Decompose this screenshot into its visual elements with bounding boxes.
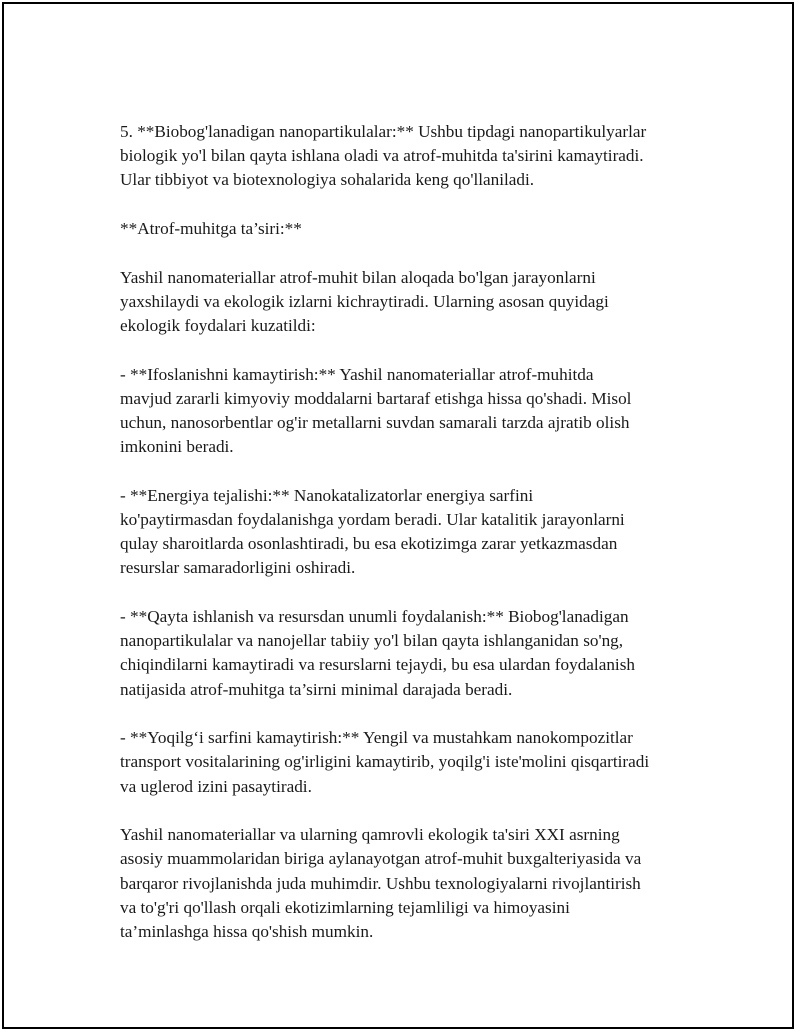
text-line: va to'g'ri qo'llash orqali ekotizimlarning tejamliligi va himoyasini <box>120 897 570 917</box>
text-line: 5. **Biobog'lanadigan nanopartikulalar:** Ushbu tipdagi nanopartikulyarlar <box>120 122 647 141</box>
page-frame <box>2 2 794 1029</box>
text-line: ta’minlashga hissa qo'shish mumkin. <box>120 922 374 942</box>
text-line: - **Yoqilg‘i sarfini kamaytirish:** Yengil va mustahkam nanokompozitlar <box>120 728 633 748</box>
text-line: ko'paytirmasdan foydalanishga yordam beradi. Ular katalitik jarayonlarni <box>120 510 625 529</box>
heading-text: **Atrof-muhitga ta’siri:** <box>120 219 302 238</box>
section-heading-environmental-impact <box>120 217 700 241</box>
text-line: resurslar samaradorligini oshiradi. <box>120 558 356 578</box>
list-item-energy-saving <box>120 484 700 581</box>
text-line: - **Ifoslanishni kamaytirish:** Yashil nanomateriallar atrof-muhitda <box>120 364 594 384</box>
text-line: Yashil nanomateriallar va ularning qamrovli ekologik ta'siri XXI asrning <box>120 825 620 845</box>
paragraph-conclusion <box>120 823 700 944</box>
text-line: yaxshilaydi va ekologik izlarni kichraytiradi. Ularning asosan quyidagi <box>120 291 609 311</box>
text-line: Ular tibbiyot va biotexnologiya sohalarida keng qo'llaniladi. <box>120 170 535 190</box>
text-line: uchun, nanosorbentlar og'ir metallarni suvdan samarali tarzda ajratib olish <box>120 413 630 432</box>
text-line: mavjud zararli kimyoviy moddalarni bartaraf etishga hissa qo'shadi. Misol <box>120 388 632 408</box>
text-line: va uglerod izini pasaytiradi. <box>120 776 312 796</box>
text-line: natijasida atrof-muhitga ta’sirni minimal darajada beradi. <box>120 679 513 699</box>
text-line: transport vositalarining og'irligini kamaytirib, yoqilg'i iste'molini qisqartiradi <box>120 752 650 772</box>
list-item-recycling <box>120 605 700 702</box>
text-line: - **Energiya tejalishi:** Nanokatalizatorlar energiya sarfini <box>120 485 534 505</box>
paragraph-intro <box>120 266 700 339</box>
text-line: barqaror rivojlanishda juda muhimdir. Ushbu texnologiyalarni rivojlantirish <box>120 873 641 893</box>
list-item-pollution-reduction <box>120 363 700 460</box>
paragraph-biodegradable-nanoparticles <box>120 120 700 193</box>
text-line: biologik yo'l bilan qayta ishlana oladi va atrof-muhitda ta'sirini kamaytiradi. <box>120 146 644 166</box>
list-item-fuel-reduction <box>120 726 700 799</box>
text-line: asosiy muammolaridan biriga aylanayotgan atrof-muhit buxgalteriyasida va <box>120 849 642 869</box>
document-body <box>120 120 700 969</box>
text-line: qulay sharoitlarda osonlashtiradi, bu esa ekotizimga zarar yetkazmasdan <box>120 534 618 554</box>
text-line: ekologik foydalari kuzatildi: <box>120 316 316 335</box>
text-line: imkonini beradi. <box>120 437 234 457</box>
text-line: Yashil nanomateriallar atrof-muhit bilan aloqada bo'lgan jarayonlarni <box>120 267 596 287</box>
text-line: - **Qayta ishlanish va resursdan unumli foydalanish:** Biobog'lanadigan <box>120 607 629 626</box>
text-line: nanopartikulalar va nanojellar tabiiy yo'l bilan qayta ishlanganidan so'ng, <box>120 631 624 651</box>
text-line: chiqindilarni kamaytiradi va resurslarni tejaydi, bu esa ulardan foydalanish <box>120 655 635 675</box>
